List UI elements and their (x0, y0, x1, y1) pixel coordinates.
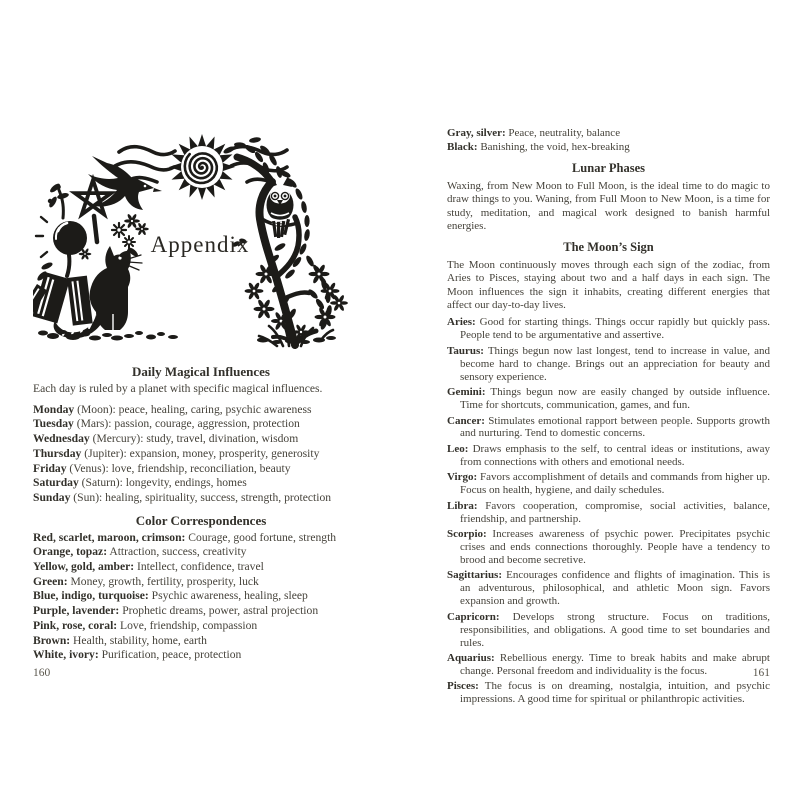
color-item: Pink, rose, coral: Love, friendship, compassion (33, 618, 258, 632)
color-item: Purple, lavender: Prophetic dreams, power, astral projection (33, 604, 319, 618)
zodiac-entry: Gemini: Things begun now are easily changed by outside influence. Time for shortcuts, communication, games, and fun. (447, 386, 770, 411)
lunar-phases-paragraph: Waxing, from New Moon to Full Moon, is the ideal time to do magic to draw things to you. Waning, from Full Moon to New Moon, is a time for study, meditation, and magical work designed to banish harmful energies. (447, 180, 770, 232)
color-item: Orange, topaz: Attraction, success, creativity (33, 545, 247, 559)
daily-influences-intro: Each day is ruled by a planet with specific magical influences. (33, 382, 323, 395)
color-item: Yellow, gold, amber: Intellect, confidence, travel (33, 560, 264, 574)
moons-sign-paragraph: The Moon continuously moves through each sign of the zodiac, from Aries to Pisces, staying about two and a half days in each sign. The Moon influences the sign it inhabits, creating different energies that affect our day-to-day lives. (447, 259, 770, 312)
daily-item: Tuesday (Mars): passion, courage, aggression, protection (33, 417, 300, 431)
zodiac-entry: Capricorn: Develops strong structure. Focus on traditions, responsibilities, and obligations. A good time to set boundaries and rules. (447, 610, 770, 649)
daily-item: Monday (Moon): peace, healing, caring, psychic awareness (33, 402, 312, 416)
daily-influences-heading: Daily Magical Influences (132, 364, 270, 379)
daily-item: Wednesday (Mercury): study, travel, divination, wisdom (33, 432, 299, 446)
zodiac-entry: Leo: Draws emphasis to the self, to central ideas or institutions, away from connections with others and emotional needs. (447, 442, 770, 468)
daily-item: Saturday (Saturn): longevity, endings, homes (33, 476, 247, 490)
color-correspondences-heading: Color Correspondences (135, 512, 267, 528)
right-page (447, 127, 770, 709)
zodiac-entry: Aries: Good for starting things. Things occur rapidly but quickly pass. People tend to be argumentative and assertive. (447, 316, 770, 342)
color-item: White, ivory: Purification, peace, protection (33, 648, 242, 662)
zodiac-entry: Cancer: Stimulates emotional rapport between people. Supports growth and nurturing. Tend to domestic concerns. (447, 414, 770, 440)
zodiac-entry: Scorpio: Increases awareness of psychic power. Precipitates psychic crises and ends connections thoroughly. People have a tendency to brood and become secretive. (447, 528, 770, 566)
chapter-title: Appendix (150, 232, 250, 257)
moons-sign-heading: The Moon’s Sign (563, 240, 654, 255)
zodiac-entries (447, 316, 770, 706)
cat-icon (54, 246, 142, 338)
zodiac-entry: Pisces: The focus is on dreaming, nostalgia, intuition, and psychic impressions. A good time for spiritual or philanthropic activities. (447, 680, 770, 706)
page-number-right: 161 (752, 667, 770, 679)
arch-illustration (33, 126, 367, 350)
color-item: Brown: Health, stability, home, earth (33, 633, 207, 647)
color-item: Green: Money, growth, fertility, prosperity, luck (33, 574, 259, 588)
color-item: Blue, indigo, turquoise: Psychic awareness, healing, sleep (33, 589, 308, 603)
zodiac-entry: Sagittarius: Encourages confidence and flights of imagination. This is an adventurous, philosophical, and athletic Moon sign. Favors expansion and growth. (447, 569, 770, 608)
color-item: Gray, silver: Peace, neutrality, balance (447, 127, 621, 139)
page-number-left: 160 (33, 667, 51, 679)
zodiac-entry: Taurus: Things begun now last longest, tend to increase in value, and become hard to change. Brings out an appreciation for beauty and sensory experience. (447, 344, 770, 383)
daily-item: Friday (Venus): love, friendship, reconciliation, beauty (33, 461, 291, 475)
zodiac-entry: Virgo: Favors accomplishment of details and commands from higher up. Focus on health, hygiene, and daily schedules. (447, 471, 770, 497)
books-icon (33, 272, 93, 326)
zodiac-entry: Libra: Favors cooperation, compromise, social activities, balance, friendship, and partnership. (447, 499, 770, 525)
daily-item: Thursday (Jupiter): expansion, money, prosperity, generosity (33, 446, 320, 460)
zodiac-entry: Aquarius: Rebellious energy. Time to break habits and make abrupt change. Personal freedom and individuality is the focus. (447, 652, 770, 677)
daily-item: Sunday (Sun): healing, spirituality, success, strength, protection (33, 490, 332, 504)
left-page (33, 126, 369, 663)
sun-icon (169, 134, 235, 200)
lunar-phases-heading: Lunar Phases (571, 161, 646, 175)
color-item: Black: Banishing, the void, hex-breaking (447, 140, 630, 153)
color-item: Red, scarlet, maroon, crimson: Courage, good fortune, strength (33, 530, 337, 544)
